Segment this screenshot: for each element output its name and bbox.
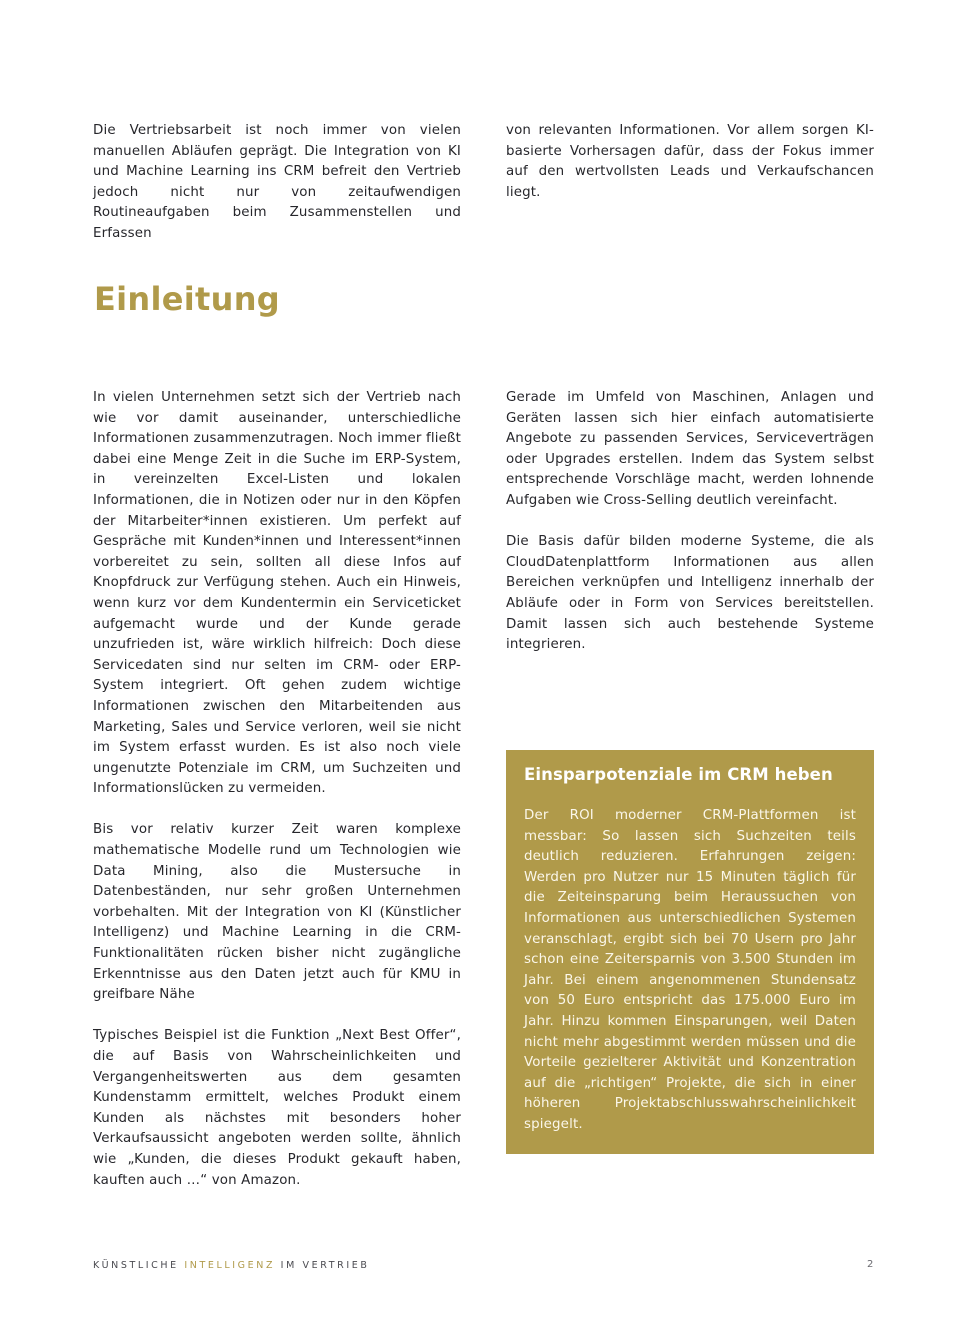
intro-left-paragraph: Die Vertriebsarbeit ist noch immer von vielen manuellen Abläufen geprägt. Die Integration von KI und Machine Learning ins CRM befreit den Vertrieb jedoch nicht nur von zeitaufwendigen Routineaufgaben beim Zusammenstellen und Erfassen xyxy=(93,123,461,241)
body-paragraph: Bis vor relativ kurzer Zeit waren komplexe mathematische Modelle rund um Technologien wie Data Mining, also die Mustersuche in Datenbeständen, nur sehr großen Unternehmen vorbehalten. Mit der Integration von KI (Künstlicher Intelligenz) und Machine Learning in die CRM-Funktionalitäten rücken bisher nicht zugängliche Erkenntnisse aus den Daten jetzt auch für KMU in greifbare Nähe xyxy=(93,822,461,1003)
footer-title-accent: INTELLIGENZ xyxy=(184,1260,276,1271)
section-heading: Einleitung xyxy=(94,280,281,318)
page-number: 2 xyxy=(867,1259,874,1270)
footer-title-part: IM VERTRIEB xyxy=(275,1260,370,1271)
body-paragraph: Gerade im Umfeld von Maschinen, Anlagen und Geräten lassen sich hier einfach automatisierte Angebote zu passenden Services, Serviceverträgen oder Upgrades erstellen. Indem das System selbst entsprechende Vorschläge macht, werden lohnende Aufgaben wie Cross-Selling deutlich vereinfacht. xyxy=(506,390,874,508)
callout-text: Der ROI moderner CRM-Plattformen ist messbar: So lassen sich Suchzeiten teils deutlich reduzieren. Erfahrungen zeigen: Werden pro Nutzer nur 15 Minuten täglich für die Zeiteinsparung beim Heraussuchen von Informationen aus unterschiedlichen Systemen veranschlagt, ergibt sich bei 70 Usern pro Jahr schon eine Zeitersparnis von 3.500 Stunden im Jahr. Bei einem angenommenen Stundensatz von 50 Euro entspricht das 175.000 Euro im Jahr. Hinzu kommen Einsparungen, weil Daten nicht mehr abgestimmt werden müssen und die Vorteile gezielterer Aktivität und Konzentration auf die „richtigen“ Projekte, die sich in einer höheren Projektabschlusswahrscheinlichkeit spiegelt. xyxy=(524,808,856,1132)
intro-left-column xyxy=(93,121,461,245)
intro-right-paragraph: von relevanten Informationen. Vor allem sorgen KI-basierte Vorhersagen dafür, dass der Fokus immer auf den wertvollsten Leads und Verkaufschancen liegt. xyxy=(506,123,874,200)
callout-title: Einsparpotenziale im CRM heben xyxy=(524,765,833,784)
body-paragraph: Die Basis dafür bilden moderne Systeme, die als CloudDatenplattform Informationen aus allen Bereichen verknüpfen und Intelligenz innerhalb der Abläufe oder in Form von Services bereitstellen. Damit lassen sich auch bestehende Systeme integrieren. xyxy=(506,534,874,653)
footer-document-title xyxy=(93,1260,369,1271)
intro-right-column xyxy=(506,121,874,203)
body-paragraph: In vielen Unternehmen setzt sich der Vertrieb nach wie vor damit auseinander, unterschiedliche Informationen zusammenzutragen. Noch immer fließt dabei eine Menge Zeit in die Suche im ERP-System, in vereinzelten Excel-Listen und lokalen Informationen, die in Notizen oder nur in den Köpfen der Mitarbeiter*innen existieren. Um perfekt auf Gespräche mit Kunden*innen und Interessent*innen vorbereitet zu sein, sollten all diese Infos auf Knopfdruck zur Verfügung stehen. Auch ein Hinweis, wenn kurz vor dem Kundentermin ein Serviceticket aufgemacht wurde und der Kunde gerade unzufrieden ist, wäre wirklich hilfreich: Doch diese Servicedaten sind nur selten im CRM- oder ERP-System integriert. Oft gehen zudem wichtige Informationen zwischen den Mitarbeitenden aus Marketing, Sales und Service verloren, weil sie nicht im System erfasst wurden. Es ist also noch viele ungenutzte Potenziale im CRM, um Suchzeiten und Informationslücken zu vermeiden. xyxy=(93,390,461,797)
body-left-column xyxy=(93,388,461,1191)
callout-box xyxy=(506,750,874,1154)
footer-title-part: KÜNSTLICHE xyxy=(93,1260,185,1271)
body-paragraph: Typisches Beispiel ist die Funktion „Next Best Offer“, die auf Basis von Wahrscheinlichkeiten und Vergangenheitswerten aus dem gesamten Kundenstamm ermittelt, welches Produkt einem Kunden als nächstes mit besonders hoher Verkaufsaussicht angeboten werden sollte, ähnlich wie „Kunden, die dieses Produkt gekauft haben, kauften auch …“ von Amazon. xyxy=(93,1028,461,1188)
body-right-column xyxy=(506,388,874,656)
